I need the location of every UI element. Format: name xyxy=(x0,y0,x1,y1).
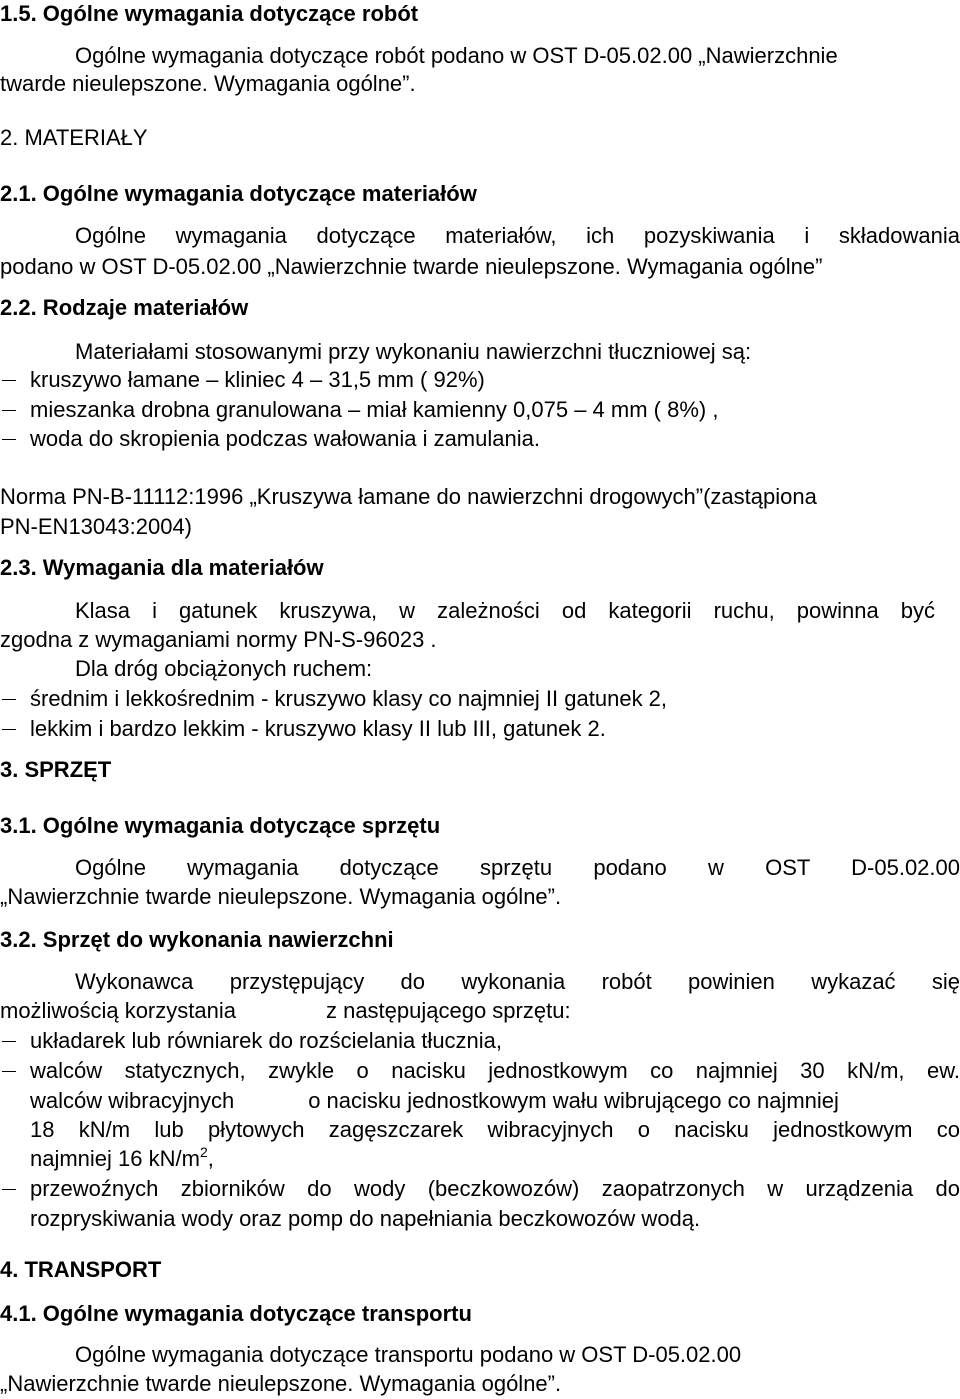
dash-bullet xyxy=(2,1041,16,1042)
heading-2-3: 2.3. Wymagania dla materiałów xyxy=(0,555,324,580)
list-item-text: mieszanka drobna granulowana – miał kamienny 0,075 – 4 mm ( 8%) , xyxy=(30,397,719,422)
dash-bullet xyxy=(2,1071,16,1072)
paragraph-line: Ogólne wymagania dotyczące robót podano w OST D-05.02.00 „Nawierzchnie xyxy=(75,43,838,68)
text-run: możliwością korzystania xyxy=(0,998,236,1023)
paragraph-line: „Nawierzchnie twarde nieulepszone. Wymagania ogólne”. xyxy=(0,884,562,909)
heading-2: 2. MATERIAŁY xyxy=(0,125,148,150)
heading-4-1: 4.1. Ogólne wymagania dotyczące transportu xyxy=(0,1301,472,1326)
paragraph-line: Ogólne wymagania dotyczące materiałów, ich pozyskiwania i składowania xyxy=(75,223,960,248)
text-run: o nacisku jednostkowym wału wibrującego co najmniej xyxy=(308,1088,839,1113)
list-item-text: rozpryskiwania wody oraz pomp do napełniania beczkowozów wodą. xyxy=(30,1206,701,1231)
paragraph-line: Dla dróg obciążonych ruchem: xyxy=(75,656,373,681)
heading-2-2: 2.2. Rodzaje materiałów xyxy=(0,295,249,320)
heading-2-1: 2.1. Ogólne wymagania dotyczące materiałów xyxy=(0,181,477,206)
text-run: z następującego sprzętu: xyxy=(325,998,571,1023)
heading-3: 3. SPRZĘT xyxy=(0,757,112,782)
heading-4: 4. TRANSPORT xyxy=(0,1257,162,1282)
list-item-text xyxy=(30,1145,214,1173)
superscript: 2 xyxy=(199,1144,208,1160)
paragraph-line: Klasa i gatunek kruszywa, w zależności od kategorii ruchu, powinna być xyxy=(75,598,935,623)
text-run: , xyxy=(207,1146,214,1171)
list-item-text xyxy=(30,1087,839,1115)
dash-bullet xyxy=(2,699,16,700)
paragraph-line: Materiałami stosowanymi przy wykonaniu nawierzchni tłuczniowej są: xyxy=(75,339,752,364)
dash-bullet xyxy=(2,439,16,440)
text-run: najmniej 16 kN/m xyxy=(30,1146,200,1171)
paragraph-line: zgodna z wymaganiami normy PN-S-96023 . xyxy=(0,627,437,652)
list-item-text: 18 kN/m lub płytowych zagęszczarek wibracyjnych o nacisku jednostkowym co xyxy=(30,1117,960,1142)
heading-1-5: 1.5. Ogólne wymagania dotyczące robót xyxy=(0,1,419,26)
list-item-text: walców statycznych, zwykle o nacisku jednostkowym co najmniej 30 kN/m, ew. xyxy=(30,1058,960,1083)
paragraph-line: Wykonawca przystępujący do wykonania robót powinien wykazać się xyxy=(75,969,960,994)
paragraph-line: PN-EN13043:2004) xyxy=(0,514,193,539)
list-item-text: woda do skropienia podczas wałowania i zamulania. xyxy=(30,426,540,451)
list-item-text: kruszywo łamane – kliniec 4 – 31,5 mm ( 92%) xyxy=(30,367,485,392)
paragraph-line: podano w OST D-05.02.00 „Nawierzchnie twarde nieulepszone. Wymagania ogólne” xyxy=(0,254,823,279)
dash-bullet xyxy=(2,410,16,411)
paragraph-line: Ogólne wymagania dotyczące sprzętu podano w OST D-05.02.00 xyxy=(75,855,960,880)
paragraph-line: twarde nieulepszone. Wymagania ogólne”. xyxy=(0,71,416,96)
text-run: walców wibracyjnych xyxy=(30,1088,235,1113)
dash-bullet xyxy=(2,380,16,381)
paragraph-line: „Nawierzchnie twarde nieulepszone. Wymagania ogólne”. xyxy=(0,1371,562,1396)
list-item-text: przewoźnych zbiorników do wody (beczkowozów) zaopatrzonych w urządzenia do xyxy=(30,1176,960,1201)
heading-3-2: 3.2. Sprzęt do wykonania nawierzchni xyxy=(0,927,394,952)
paragraph-line: Norma PN-B-11112:1996 „Kruszywa łamane do nawierzchni drogowych”(zastąpiona xyxy=(0,484,817,509)
paragraph-line xyxy=(0,997,571,1025)
list-item-text: średnim i lekkośrednim - kruszywo klasy co najmniej II gatunek 2, xyxy=(30,686,668,711)
list-item-text: lekkim i bardzo lekkim - kruszywo klasy II lub III, gatunek 2. xyxy=(30,716,606,741)
dash-bullet xyxy=(2,729,16,730)
paragraph-line: Ogólne wymagania dotyczące transportu podano w OST D-05.02.00 xyxy=(75,1342,742,1367)
dash-bullet xyxy=(2,1189,16,1190)
heading-3-1: 3.1. Ogólne wymagania dotyczące sprzętu xyxy=(0,813,441,838)
list-item-text: układarek lub równiarek do rozścielania tłucznia, xyxy=(30,1028,503,1053)
